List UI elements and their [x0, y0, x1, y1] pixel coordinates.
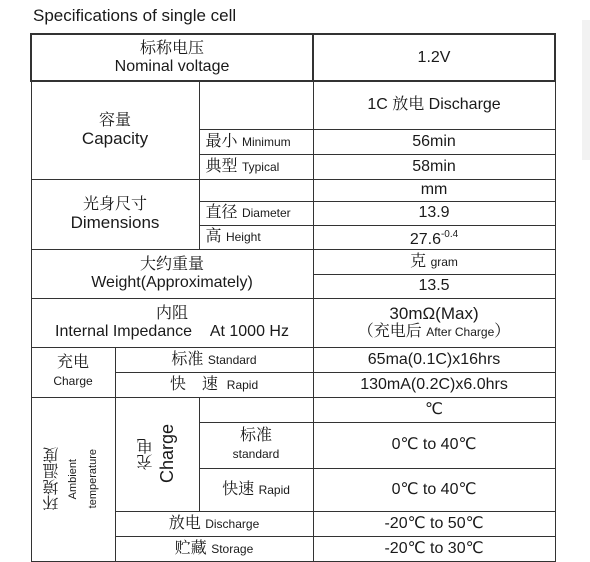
- spec-table: [30, 33, 556, 562]
- impedance-note: [314, 323, 555, 341]
- page-edge-shadow: [582, 20, 590, 160]
- impedance-frequency: At 1000 Hz: [209, 322, 289, 340]
- typical-en: Typical: [241, 159, 280, 174]
- dimensions-unit: mm: [313, 179, 555, 201]
- capacity-typical-label: [199, 154, 313, 179]
- ambient-charge-cn: 充电: [138, 437, 155, 470]
- diameter-value: 13.9: [313, 201, 555, 225]
- minimum-en: Minimum: [241, 134, 291, 149]
- ambient-discharge-value: -20℃ to 50℃: [313, 511, 555, 536]
- ambient-storage-label: [115, 536, 313, 561]
- row-weight-unit: [31, 249, 555, 274]
- weight-en: Weight(Approximately): [91, 273, 253, 291]
- diameter-label: [199, 201, 313, 225]
- minimum-cn: 最小: [205, 132, 238, 150]
- impedance-value-cell: [313, 298, 555, 347]
- row-nominal-voltage: [31, 34, 555, 81]
- height-label: [199, 225, 313, 249]
- nominal-voltage-cn: 标称电压: [140, 39, 205, 57]
- charge-label: [31, 347, 115, 397]
- impedance-en: [32, 323, 313, 341]
- height-tolerance: -0.4: [440, 228, 459, 240]
- height-value: [313, 225, 555, 249]
- dimensions-blank-cell: [199, 179, 313, 201]
- ambient-discharge-en: Discharge: [205, 516, 260, 531]
- charge-standard-value: 65ma(0.1C)x16hrs: [313, 347, 555, 372]
- row-capacity-header: [31, 81, 555, 129]
- ambient-standard-label: [199, 422, 313, 468]
- ambient-discharge-cn: 放电: [168, 514, 201, 532]
- ambient-blank-cell: [199, 397, 313, 422]
- charge-rapid-en: Rapid: [226, 377, 259, 392]
- ambient-storage-cn: 贮藏: [174, 539, 207, 557]
- page-title: Specifications of single cell: [33, 6, 237, 25]
- ambient-standard-cn: 标准: [240, 427, 273, 444]
- weight-unit: [313, 249, 555, 274]
- row-charge-standard: [31, 347, 555, 372]
- charge-rapid-label: [115, 372, 313, 397]
- row-impedance: [31, 298, 555, 347]
- ambient-rapid-en: Rapid: [258, 482, 290, 497]
- impedance-note-cn: （充电后: [357, 322, 422, 340]
- charge-cn: 充电: [56, 354, 89, 371]
- weight-value: 13.5: [313, 274, 555, 298]
- nominal-voltage-en: Nominal voltage: [114, 57, 230, 75]
- charge-standard-en: Standard: [207, 352, 257, 367]
- weight-unit-en: gram: [430, 254, 458, 269]
- capacity-blank-cell: [199, 81, 313, 129]
- charge-standard-label: [115, 347, 313, 372]
- ambient-temperature-label: [31, 397, 115, 561]
- impedance-en-text: Internal Impedance: [55, 322, 193, 340]
- discharge-header-en: Discharge: [428, 96, 501, 114]
- nominal-voltage-value: 1.2V: [313, 34, 555, 81]
- ambient-charge-en: Charge: [157, 424, 177, 484]
- capacity-minimum-label: [199, 129, 313, 154]
- diameter-cn: 直径: [205, 204, 238, 221]
- charge-rapid-value: 130mA(0.2C)x6.0hrs: [313, 372, 555, 397]
- row-dimensions-unit: [31, 179, 555, 201]
- impedance-label: [31, 298, 313, 347]
- ambient-standard-en: standard: [232, 447, 280, 461]
- ambient-storage-en: Storage: [211, 541, 254, 556]
- charge-en: Charge: [53, 374, 93, 388]
- ambient-storage-value: -20℃ to 30℃: [313, 536, 555, 561]
- capacity-discharge-header: [313, 81, 555, 129]
- ambient-discharge-label: [115, 511, 313, 536]
- weight-cn: 大约重量: [140, 255, 205, 273]
- capacity-minimum-value: 56min: [313, 129, 555, 154]
- impedance-value: 30mΩ(Max): [389, 303, 479, 323]
- ambient-cn: 环境温度: [44, 447, 61, 511]
- charge-standard-cn: 标准: [171, 350, 204, 368]
- capacity-cn: 容量: [98, 112, 131, 130]
- charge-rapid-cn: 快 速: [169, 375, 218, 393]
- capacity-en: Capacity: [81, 129, 149, 149]
- impedance-cn: 内阻: [156, 304, 189, 322]
- ambient-rapid-label: [199, 468, 313, 511]
- ambient-vertical-group: [32, 447, 115, 511]
- capacity-label: [31, 81, 199, 179]
- nominal-voltage-label: [31, 34, 313, 81]
- impedance-note-close: ）: [494, 322, 511, 340]
- dimensions-label: [31, 179, 199, 249]
- ambient-en2: temperature: [87, 449, 99, 509]
- dimensions-en: Dimensions: [70, 213, 160, 232]
- row-ambient-unit: [31, 397, 555, 422]
- height-cn: 高: [205, 228, 222, 245]
- ambient-en1: Ambient: [67, 458, 79, 500]
- ambient-charge-label: [115, 397, 199, 511]
- capacity-typical-value: 58min: [313, 154, 555, 179]
- height-number: 27.6: [409, 230, 441, 248]
- typical-cn: 典型: [205, 157, 238, 175]
- dimensions-cn: 光身尺寸: [82, 196, 147, 213]
- ambient-rapid-cn: 快速: [222, 480, 255, 498]
- weight-label: [31, 249, 313, 298]
- discharge-header-cn: 1C 放电: [367, 96, 425, 114]
- ambient-unit: ℃: [313, 397, 555, 422]
- diameter-en: Diameter: [241, 206, 291, 220]
- ambient-standard-value: 0℃ to 40℃: [313, 422, 555, 468]
- ambient-charge-vertical-group: [116, 424, 199, 483]
- weight-unit-cn: 克: [410, 252, 427, 270]
- height-en: Height: [225, 230, 261, 244]
- impedance-note-en: After Charge: [426, 324, 495, 339]
- ambient-rapid-value: 0℃ to 40℃: [313, 468, 555, 511]
